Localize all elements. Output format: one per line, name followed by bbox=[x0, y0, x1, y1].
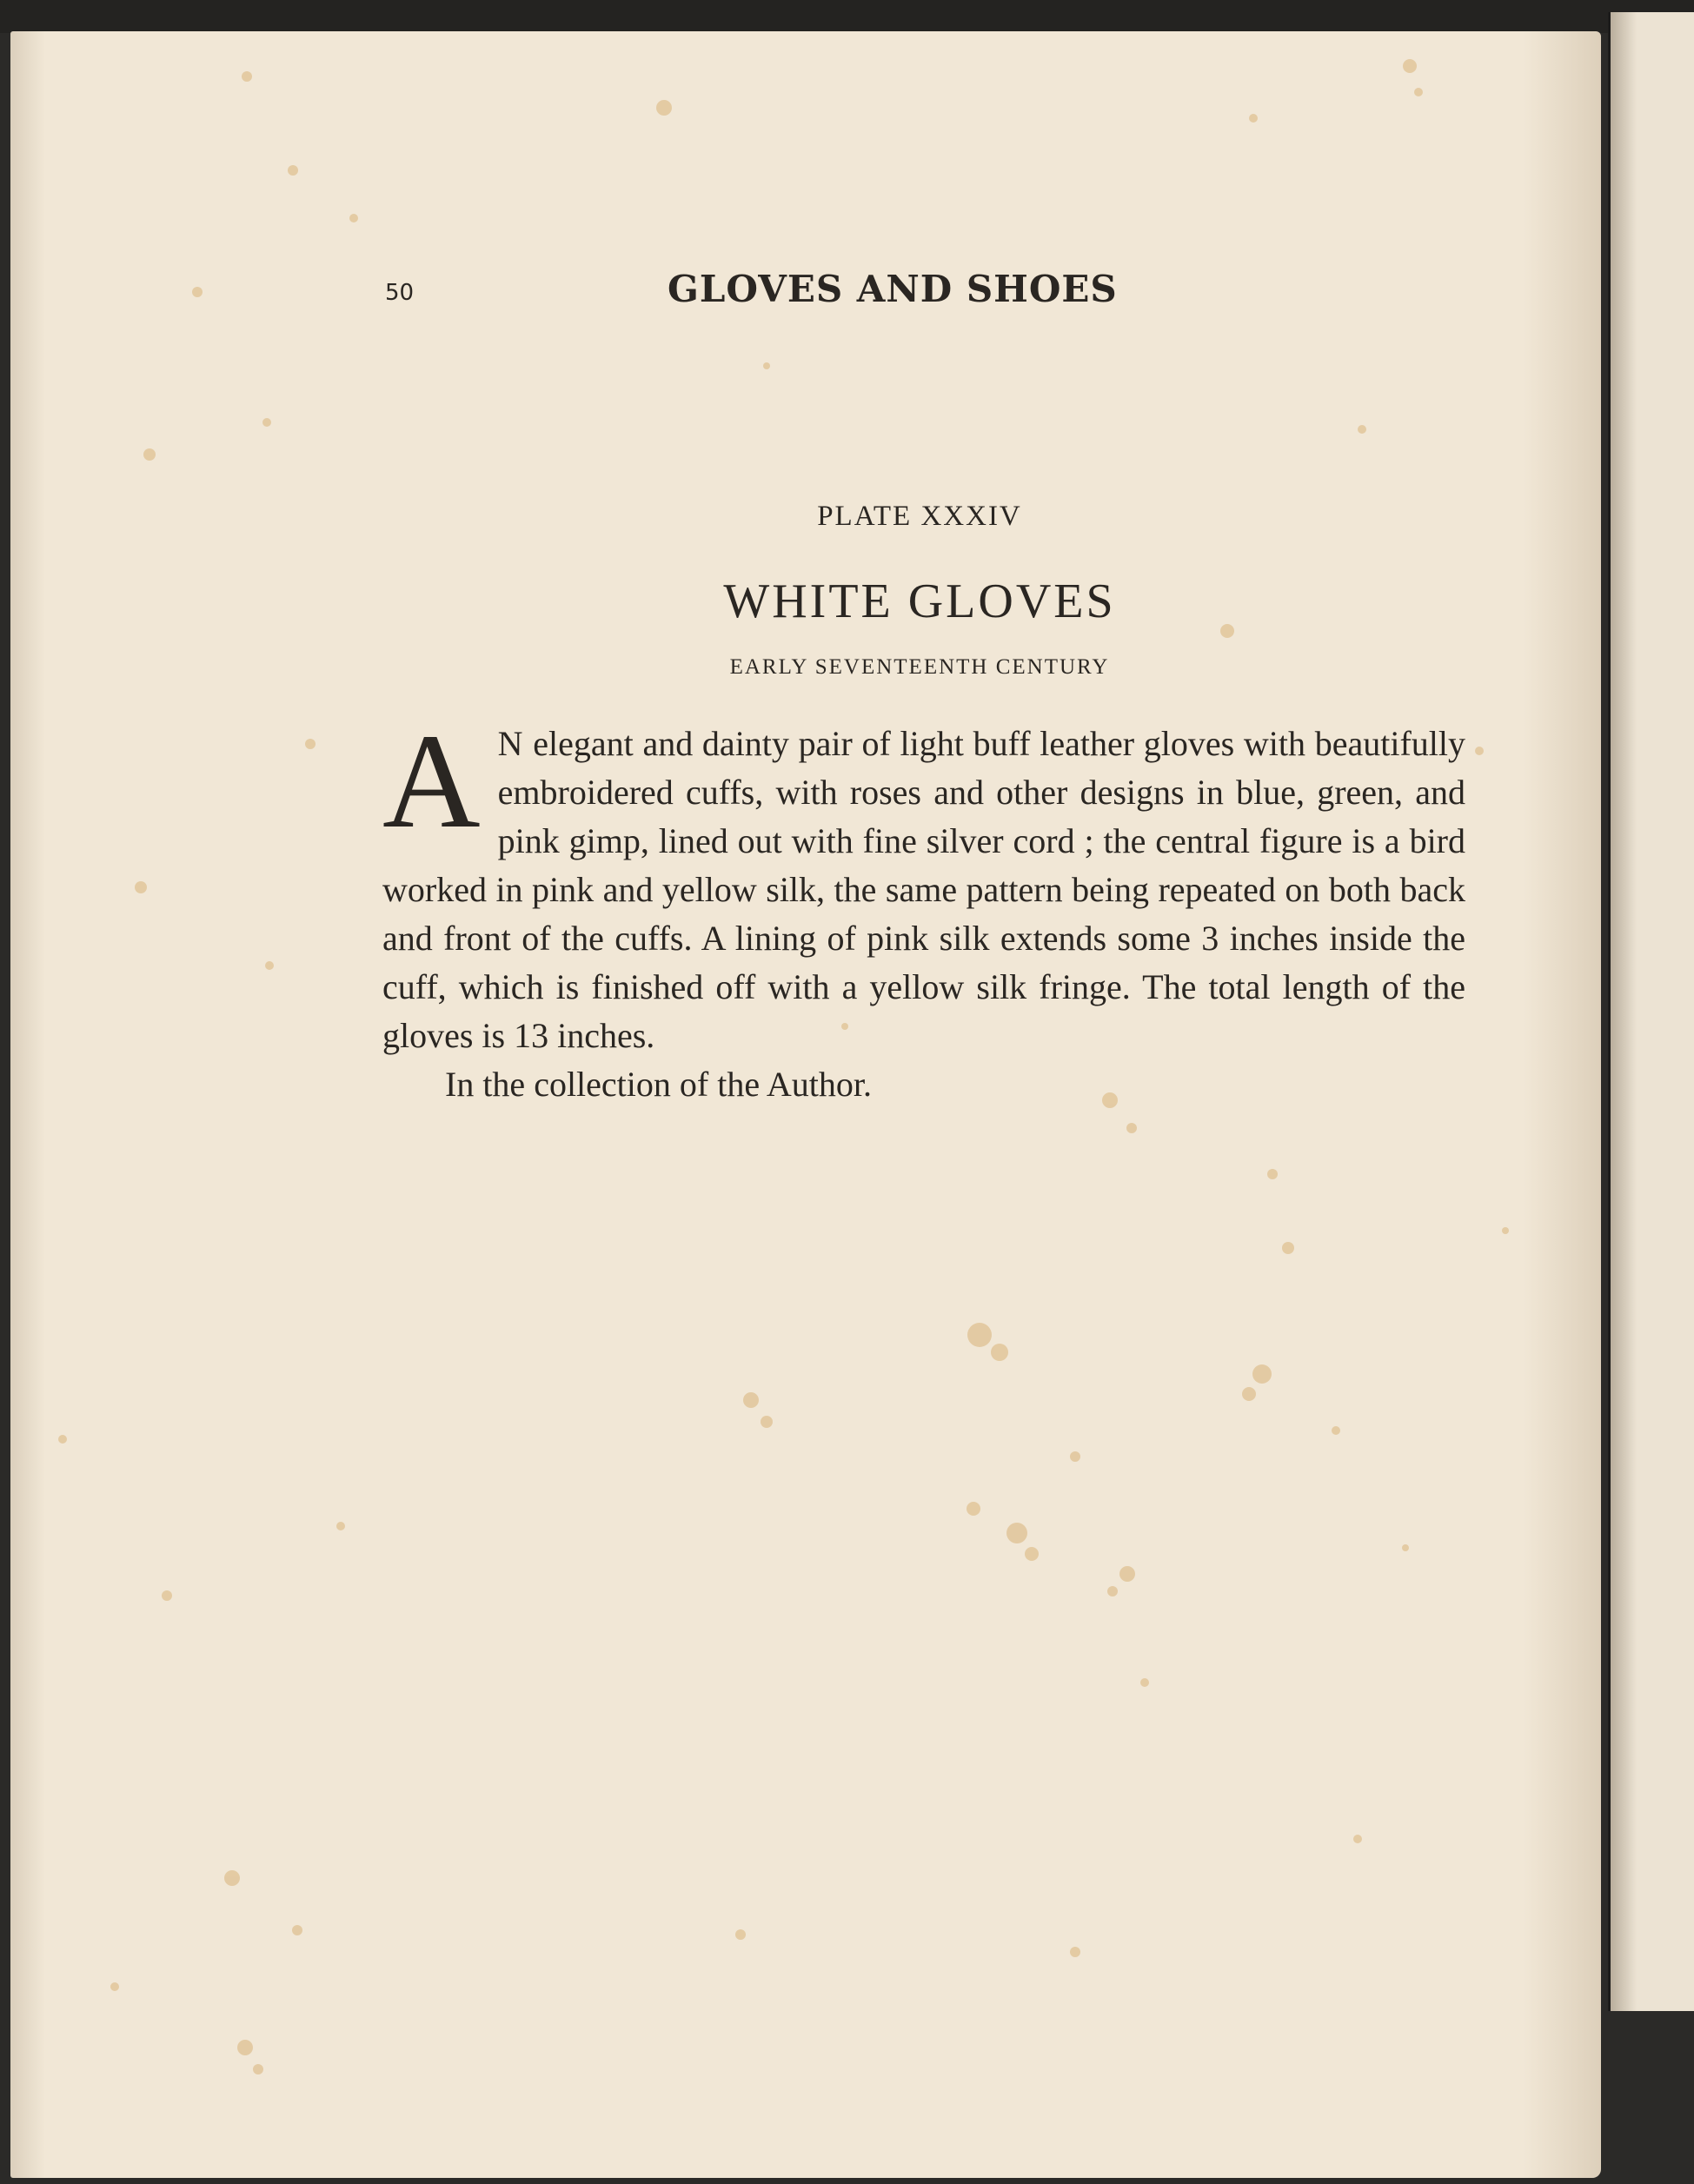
page-number: 50 bbox=[385, 280, 415, 306]
running-head: GLOVES AND SHOES bbox=[668, 268, 1118, 310]
book-page bbox=[10, 31, 1601, 2178]
plate-description-block bbox=[382, 706, 1465, 1109]
drop-cap-continuation: N bbox=[497, 724, 524, 763]
plate-title: WHITE GLOVES bbox=[723, 574, 1116, 628]
description-paragraph bbox=[382, 706, 1465, 1060]
next-page-edge bbox=[1608, 12, 1694, 2011]
description-text: elegant and dainty pair of light buff leather gloves with beautifully embroidered cuffs, with roses and other designs in blue, green, and pink gimp, lined out with fine silver cord ; the central figure is a bird worked in pink and yellow silk, the same pattern being repeated on both back and front of the cuffs. A lining of pink silk extends some 3 inches inside the cuff, which is finished off with a yellow silk fringe. The total length of the gloves is 13 inches. bbox=[382, 724, 1465, 1055]
scan-top-edge bbox=[0, 0, 1694, 33]
plate-period: EARLY SEVENTEENTH CENTURY bbox=[729, 655, 1110, 679]
plate-label: PLATE XXXIV bbox=[817, 501, 1022, 532]
next-page-shadow bbox=[1611, 12, 1637, 2011]
drop-cap: A bbox=[382, 706, 481, 856]
provenance-note: In the collection of the Author. bbox=[445, 1065, 872, 1104]
